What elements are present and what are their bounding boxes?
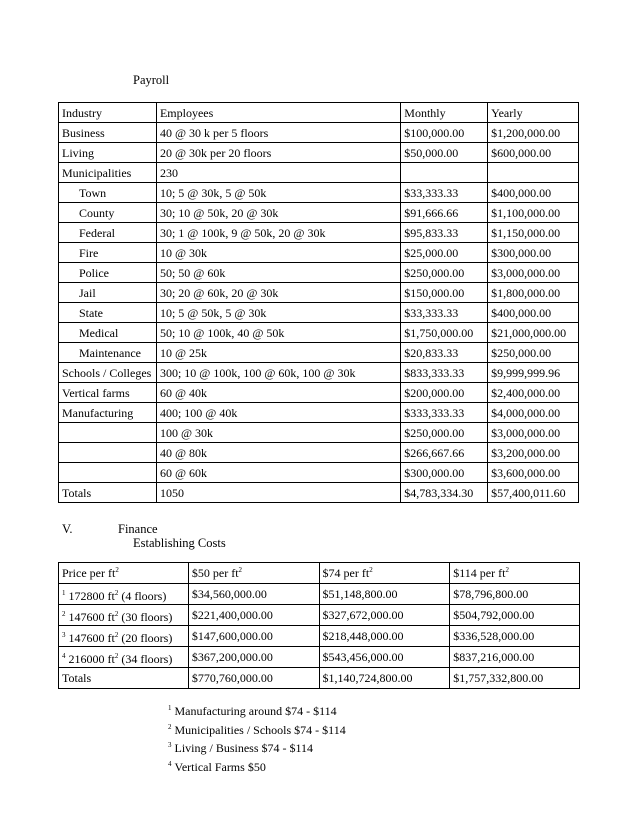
finance-cell-c74: $543,456,000.00 — [319, 647, 450, 668]
payroll-row — [59, 123, 579, 143]
payroll-cell-yearly: $1,800,000.00 — [488, 283, 579, 303]
payroll-cell-employees: 10; 5 @ 30k, 5 @ 50k — [156, 183, 400, 203]
payroll-cell-employees: 30; 20 @ 60k, 20 @ 30k — [156, 283, 400, 303]
footnote-line — [168, 738, 346, 757]
finance-row — [59, 626, 580, 647]
payroll-cell-yearly: $3,000,000.00 — [488, 423, 579, 443]
footnote-line — [168, 757, 346, 776]
finance-totals-c74: $1,140,724,800.00 — [319, 668, 450, 689]
payroll-cell-monthly — [401, 163, 488, 183]
payroll-cell-employees: 40 @ 80k — [156, 443, 400, 463]
finance-cell-c50: $34,560,000.00 — [188, 584, 319, 605]
area-sup: 2 — [114, 651, 119, 660]
area-sup: 2 — [114, 609, 119, 618]
payroll-cell-monthly: $1,750,000.00 — [401, 323, 488, 343]
payroll-cell-monthly: $250,000.00 — [401, 263, 488, 283]
finance-cell-c50: $147,600,000.00 — [188, 626, 319, 647]
finance-cell-area — [59, 647, 189, 668]
payroll-row — [59, 183, 579, 203]
area-text: 216000 ft — [68, 651, 115, 666]
footnote-mark: 2 — [62, 609, 66, 618]
finance-table — [58, 562, 580, 689]
payroll-cell-employees: 300; 10 @ 100k, 100 @ 60k, 100 @ 30k — [156, 363, 400, 383]
payroll-cell-employees: 10; 5 @ 50k, 5 @ 30k — [156, 303, 400, 323]
payroll-row — [59, 263, 579, 283]
footnote-line — [168, 701, 346, 720]
payroll-cell-industry: Schools / Colleges — [59, 363, 157, 383]
section-number: V. — [62, 522, 73, 536]
payroll-cell-yearly: $3,600,000.00 — [488, 463, 579, 483]
payroll-header-cell: Monthly — [401, 103, 488, 123]
finance-cell-c50: $367,200,000.00 — [188, 647, 319, 668]
floors-text: (30 floors) — [118, 609, 173, 624]
footnote-mark: 4 — [62, 651, 66, 660]
payroll-cell-industry: Municipalities — [59, 163, 157, 183]
payroll-cell-industry: Vertical farms — [59, 383, 157, 403]
finance-row — [59, 647, 580, 668]
payroll-cell-industry — [59, 423, 157, 443]
payroll-cell-monthly: $100,000.00 — [401, 123, 488, 143]
payroll-cell-yearly: $1,100,000.00 — [488, 203, 579, 223]
footnote-mark: 1 — [168, 704, 172, 712]
payroll-cell-industry: Town — [59, 183, 157, 203]
payroll-row — [59, 203, 579, 223]
payroll-row — [59, 403, 579, 423]
payroll-cell-yearly: $1,200,000.00 — [488, 123, 579, 143]
payroll-cell-employees: 60 @ 60k — [156, 463, 400, 483]
payroll-cell-yearly: $3,200,000.00 — [488, 443, 579, 463]
footnote-text: Living / Business $74 - $114 — [174, 741, 314, 755]
payroll-cell-employees: 50; 10 @ 100k, 40 @ 50k — [156, 323, 400, 343]
floors-text: (20 floors) — [118, 630, 173, 645]
finance-totals-label: Totals — [59, 668, 189, 689]
payroll-row — [59, 143, 579, 163]
payroll-cell-monthly: $250,000.00 — [401, 423, 488, 443]
payroll-row — [59, 303, 579, 323]
payroll-row — [59, 483, 579, 503]
payroll-cell-industry: County — [59, 203, 157, 223]
payroll-cell-monthly: $266,667.66 — [401, 443, 488, 463]
payroll-cell-employees: 10 @ 25k — [156, 343, 400, 363]
payroll-row — [59, 423, 579, 443]
footnote-mark: 4 — [168, 759, 172, 768]
finance-cell-area — [59, 584, 189, 605]
header-text: $114 per ft — [453, 566, 506, 580]
area-sup: 2 — [114, 588, 119, 597]
payroll-cell-employees: 30; 1 @ 100k, 9 @ 50k, 20 @ 30k — [156, 223, 400, 243]
payroll-cell-monthly: $333,333.33 — [401, 403, 488, 423]
floors-text: (4 floors) — [118, 588, 167, 603]
payroll-cell-employees: 40 @ 30 k per 5 floors — [156, 123, 400, 143]
payroll-header-cell: Yearly — [488, 103, 579, 123]
payroll-cell-employees: 230 — [156, 163, 400, 183]
footnote-mark: 3 — [62, 630, 66, 639]
area-text: 147600 ft — [68, 609, 115, 624]
finance-cell-c74: $327,672,000.00 — [319, 605, 450, 626]
payroll-cell-industry: Living — [59, 143, 157, 163]
payroll-cell-industry: Medical — [59, 323, 157, 343]
payroll-cell-employees: 100 @ 30k — [156, 423, 400, 443]
payroll-row — [59, 323, 579, 343]
payroll-cell-monthly: $91,666.66 — [401, 203, 488, 223]
payroll-row — [59, 283, 579, 303]
payroll-row — [59, 383, 579, 403]
finance-header-row — [59, 563, 580, 584]
payroll-cell-industry — [59, 443, 157, 463]
finance-header-cell — [188, 563, 319, 584]
footnote-text: Municipalities / Schools $74 - $114 — [174, 722, 346, 737]
payroll-row — [59, 343, 579, 363]
payroll-cell-industry: Police — [59, 263, 157, 283]
payroll-header-cell: Employees — [156, 103, 400, 123]
payroll-cell-employees: 50; 50 @ 60k — [156, 263, 400, 283]
payroll-cell-yearly: $1,150,000.00 — [488, 223, 579, 243]
footnote-text: Vertical Farms $50 — [174, 759, 266, 774]
payroll-cell-yearly: $57,400,011.60 — [488, 483, 579, 503]
area-text: 147600 ft — [68, 630, 115, 645]
payroll-row — [59, 463, 579, 483]
payroll-cell-employees: 10 @ 30k — [156, 243, 400, 263]
finance-header-cell — [59, 563, 189, 584]
payroll-header-row — [59, 103, 579, 123]
payroll-title: Payroll — [133, 73, 170, 87]
footnote-mark: 1 — [62, 588, 66, 597]
footnotes — [168, 701, 346, 775]
payroll-cell-employees: 20 @ 30k per 20 floors — [156, 143, 400, 163]
header-text: $74 per ft — [322, 566, 370, 580]
payroll-cell-employees: 30; 10 @ 50k, 20 @ 30k — [156, 203, 400, 223]
finance-cell-c50: $221,400,000.00 — [188, 605, 319, 626]
payroll-cell-employees: 60 @ 40k — [156, 383, 400, 403]
section-title: Finance — [118, 522, 158, 536]
payroll-cell-industry: State — [59, 303, 157, 323]
payroll-table — [58, 102, 579, 503]
header-sup: 2 — [505, 566, 509, 574]
area-text: 172800 ft — [68, 588, 115, 603]
payroll-cell-industry: Business — [59, 123, 157, 143]
finance-cell-area — [59, 626, 189, 647]
finance-cell-c74: $218,448,000.00 — [319, 626, 450, 647]
payroll-cell-industry: Manufacturing — [59, 403, 157, 423]
header-sup: 2 — [115, 566, 119, 574]
payroll-row — [59, 243, 579, 263]
payroll-cell-monthly: $150,000.00 — [401, 283, 488, 303]
payroll-row — [59, 443, 579, 463]
finance-totals-row — [59, 668, 580, 689]
finance-cell-area — [59, 605, 189, 626]
payroll-cell-monthly: $25,000.00 — [401, 243, 488, 263]
payroll-cell-industry: Federal — [59, 223, 157, 243]
payroll-cell-monthly: $20,833.33 — [401, 343, 488, 363]
payroll-cell-yearly — [488, 163, 579, 183]
payroll-cell-yearly: $400,000.00 — [488, 183, 579, 203]
payroll-cell-yearly: $21,000,000.00 — [488, 323, 579, 343]
payroll-row — [59, 223, 579, 243]
footnote-mark: 3 — [168, 741, 172, 749]
finance-header-cell — [450, 563, 580, 584]
payroll-cell-yearly: $4,000,000.00 — [488, 403, 579, 423]
payroll-row — [59, 163, 579, 183]
payroll-cell-yearly: $400,000.00 — [488, 303, 579, 323]
footnote-text: Manufacturing around $74 - $114 — [174, 704, 337, 718]
payroll-cell-industry — [59, 463, 157, 483]
payroll-cell-industry: Fire — [59, 243, 157, 263]
section-subtitle: Establishing Costs — [133, 536, 226, 550]
floors-text: (34 floors) — [118, 651, 173, 666]
payroll-cell-monthly: $300,000.00 — [401, 463, 488, 483]
payroll-cell-industry: Maintenance — [59, 343, 157, 363]
payroll-cell-employees: 1050 — [156, 483, 400, 503]
finance-cell-c114: $78,796,800.00 — [450, 584, 580, 605]
payroll-cell-industry: Jail — [59, 283, 157, 303]
payroll-cell-industry: Totals — [59, 483, 157, 503]
header-sup: 2 — [369, 566, 373, 574]
payroll-row — [59, 363, 579, 383]
area-sup: 2 — [114, 630, 119, 639]
payroll-cell-yearly: $600,000.00 — [488, 143, 579, 163]
finance-row — [59, 605, 580, 626]
payroll-cell-yearly: $300,000.00 — [488, 243, 579, 263]
payroll-cell-yearly: $9,999,999.96 — [488, 363, 579, 383]
footnote-mark: 2 — [168, 722, 172, 731]
payroll-cell-monthly: $4,783,334.30 — [401, 483, 488, 503]
header-sup: 2 — [238, 566, 243, 574]
footnote-line — [168, 720, 346, 739]
finance-cell-c114: $504,792,000.00 — [450, 605, 580, 626]
payroll-header-cell: Industry — [59, 103, 157, 123]
finance-totals-c50: $770,760,000.00 — [188, 668, 319, 689]
header-text: Price per ft — [62, 566, 116, 580]
payroll-cell-monthly: $33,333.33 — [401, 183, 488, 203]
finance-cell-c74: $51,148,800.00 — [319, 584, 450, 605]
finance-header-cell — [319, 563, 450, 584]
payroll-cell-monthly: $33,333.33 — [401, 303, 488, 323]
header-text: $50 per ft — [191, 566, 239, 580]
finance-totals-c114: $1,757,332,800.00 — [450, 668, 580, 689]
payroll-cell-yearly: $250,000.00 — [488, 343, 579, 363]
payroll-cell-yearly: $3,000,000.00 — [488, 263, 579, 283]
payroll-cell-yearly: $2,400,000.00 — [488, 383, 579, 403]
payroll-cell-employees: 400; 100 @ 40k — [156, 403, 400, 423]
payroll-cell-monthly: $95,833.33 — [401, 223, 488, 243]
payroll-cell-monthly: $833,333.33 — [401, 363, 488, 383]
finance-cell-c114: $837,216,000.00 — [450, 647, 580, 668]
payroll-cell-monthly: $200,000.00 — [401, 383, 488, 403]
payroll-cell-monthly: $50,000.00 — [401, 143, 488, 163]
finance-cell-c114: $336,528,000.00 — [450, 626, 580, 647]
finance-row — [59, 584, 580, 605]
